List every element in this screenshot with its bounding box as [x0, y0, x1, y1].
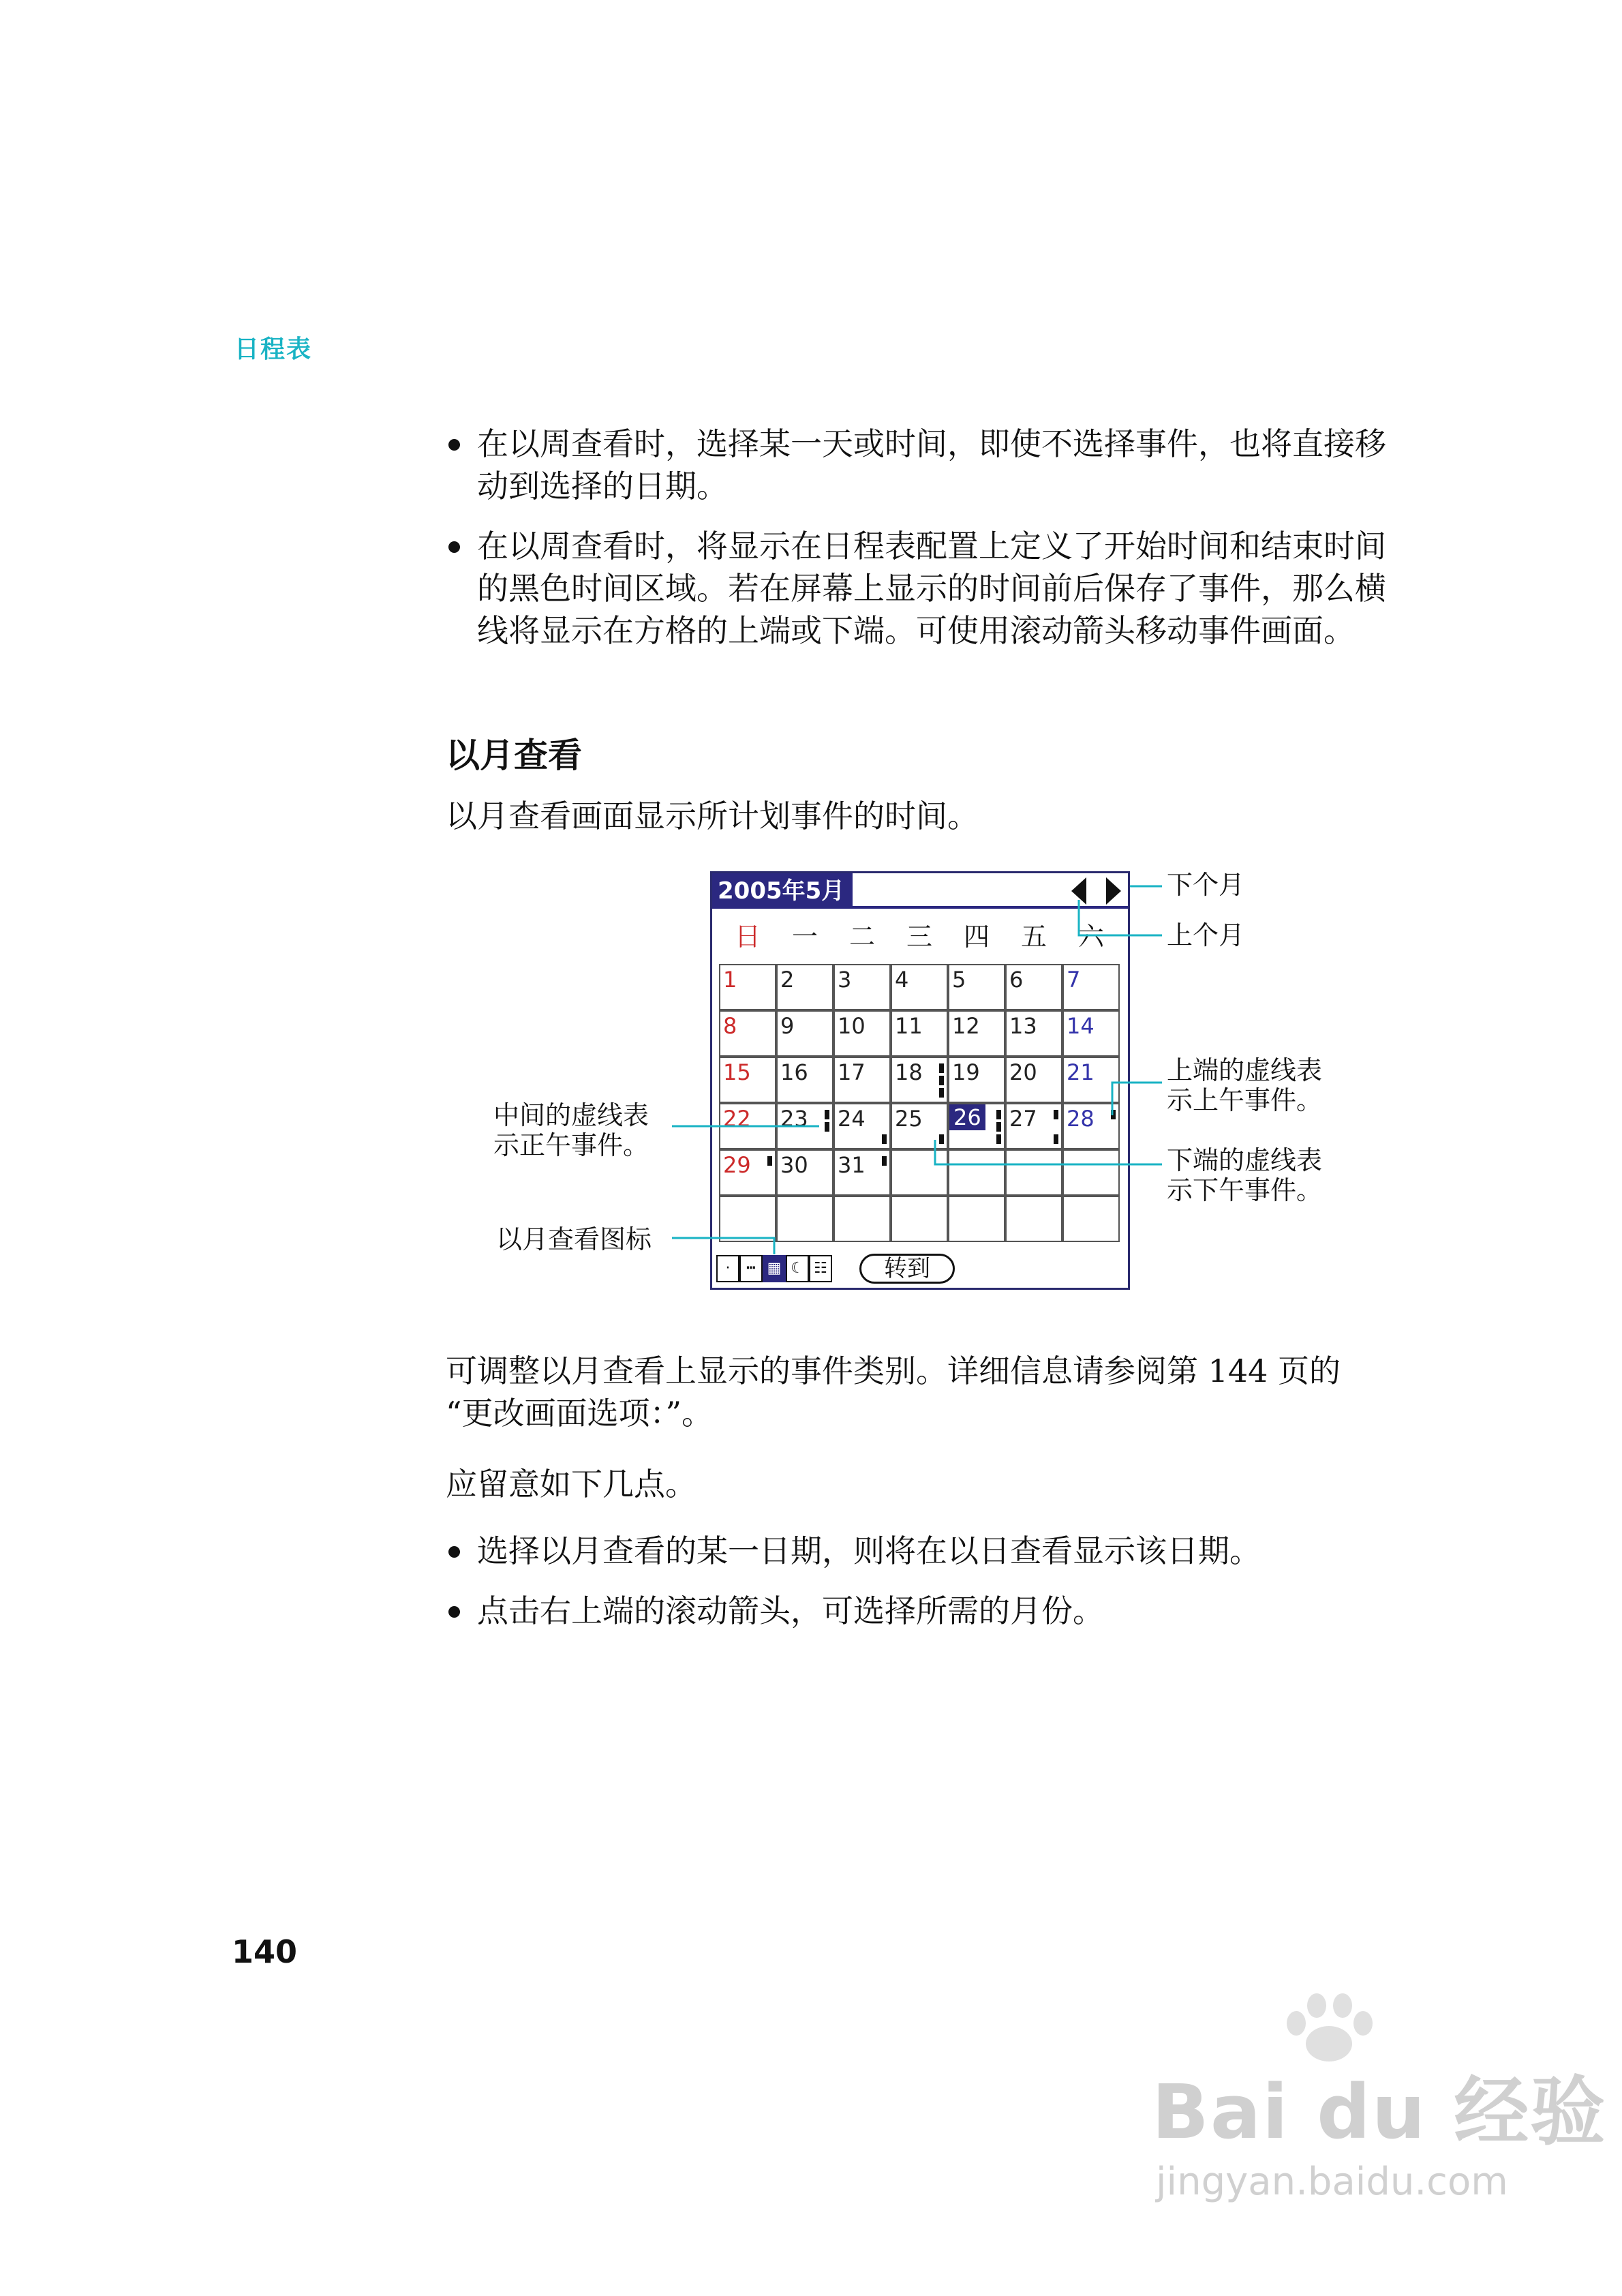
day-number: 30 [780, 1152, 808, 1178]
section-title: 以月查看 [446, 736, 582, 775]
day-number: 11 [895, 1013, 923, 1039]
day-number: 1 [723, 967, 737, 993]
week-view-icon[interactable]: ┅ [739, 1255, 763, 1282]
bullet-item [446, 1530, 1386, 1572]
day-number: 15 [723, 1059, 751, 1085]
day-number: 22 [723, 1106, 751, 1132]
callout-top-dash [1167, 1055, 1322, 1115]
goto-button[interactable]: 转到 [859, 1254, 955, 1284]
callout-bottom-dash [1167, 1145, 1322, 1205]
day-number: 13 [1009, 1013, 1037, 1039]
settings-paragraph [446, 1350, 1393, 1434]
callout-line: 示上午事件。 [1167, 1085, 1323, 1115]
weekday-label: 六 [1077, 922, 1104, 952]
callout-middle-dash [493, 1100, 649, 1160]
day-number: 17 [838, 1059, 866, 1085]
day-number: 27 [1009, 1106, 1037, 1132]
weekday-label: 四 [963, 922, 990, 952]
day-number: 16 [780, 1059, 808, 1085]
day-number: 23 [780, 1106, 808, 1132]
day-number: 4 [895, 967, 909, 993]
bullet-text: 在以周查看时，将显示在日程表配置上定义了开始时间和结束时间的黑色时间区域。若在屏幕上显示的时间前后保存了事件，那么横线将显示在方格的上端或下端。可使用滚动箭头移动事件画面。 [477, 528, 1386, 649]
day-view-icon[interactable]: · [716, 1255, 739, 1282]
month-view-icon[interactable]: ▦ [763, 1255, 786, 1282]
weekday-label: 三 [906, 922, 932, 952]
day-number: 18 [895, 1059, 923, 1085]
callout-line: 示下午事件。 [1167, 1175, 1323, 1205]
day-number: 24 [838, 1106, 866, 1132]
bullet-text: 点击右上端的滚动箭头，可选择所需的月份。 [477, 1592, 1104, 1629]
day-number: 9 [780, 1013, 795, 1039]
day-number: 14 [1067, 1013, 1095, 1039]
bullet-icon [448, 1546, 460, 1558]
callout-prev-month: 上个月 [1167, 920, 1245, 950]
running-header: 日程表 [234, 335, 313, 363]
watermark-url: jingyan.baidu.com [1156, 2160, 1508, 2204]
callout-line: 下端的虚线表 [1167, 1145, 1323, 1175]
weekday-label: 一 [791, 922, 818, 952]
day-number: 7 [1067, 967, 1081, 993]
callout-line: 中间的虚线表 [493, 1100, 649, 1130]
callout-next-month: 下个月 [1167, 870, 1245, 900]
month-title: 2005年5月 [712, 873, 853, 909]
bullet-text: 在以周查看时，选择某一天或时间，即使不选择事件，也将直接移动到选择的日期。 [477, 425, 1386, 504]
paragraph-line: 可调整以月查看上显示的事件类别。详细信息请参阅第 144 页的 [446, 1353, 1341, 1389]
note-intro: 应留意如下几点。 [446, 1466, 697, 1502]
day-number: 3 [838, 967, 852, 993]
day-number: 26 [949, 1104, 985, 1130]
day-number: 20 [1009, 1059, 1037, 1085]
callout-month-icon: 以月查看图标 [496, 1224, 652, 1254]
day-number: 28 [1067, 1106, 1095, 1132]
bullet-item [446, 1590, 1386, 1632]
weekday-label: 日 [734, 922, 761, 952]
day-number: 21 [1067, 1059, 1095, 1085]
day-number: 8 [723, 1013, 737, 1039]
bullet-icon [448, 1606, 460, 1618]
day-number: 19 [952, 1059, 980, 1085]
day-number: 10 [838, 1013, 866, 1039]
list-view-icon[interactable]: ☷ [809, 1255, 832, 1282]
paragraph-line: “更改画面选项：”。 [446, 1395, 714, 1432]
day-number: 12 [952, 1013, 980, 1039]
callout-line: 上端的虚线表 [1167, 1055, 1323, 1085]
day-number: 29 [723, 1152, 751, 1178]
intro-text: 以月查看画面显示所计划事件的时间。 [446, 798, 979, 834]
callout-line: 示正午事件。 [493, 1130, 649, 1160]
weekday-label: 五 [1020, 922, 1047, 952]
day-number: 25 [895, 1106, 923, 1132]
day-number: 2 [780, 967, 795, 993]
agenda-view-icon[interactable]: ☾ [786, 1255, 809, 1282]
bullet-text: 选择以月查看的某一日期，则将在以日查看显示该日期。 [477, 1532, 1261, 1569]
day-number: 6 [1009, 967, 1024, 993]
day-number: 5 [952, 967, 966, 993]
weekday-label: 二 [848, 922, 875, 952]
page-number: 140 [232, 1933, 298, 1970]
bottom-bullet-list [446, 1530, 1386, 1632]
watermark [1152, 2052, 1606, 2204]
day-number: 31 [838, 1152, 866, 1178]
watermark-brand: Bai du 经验 [1152, 2068, 1607, 2156]
